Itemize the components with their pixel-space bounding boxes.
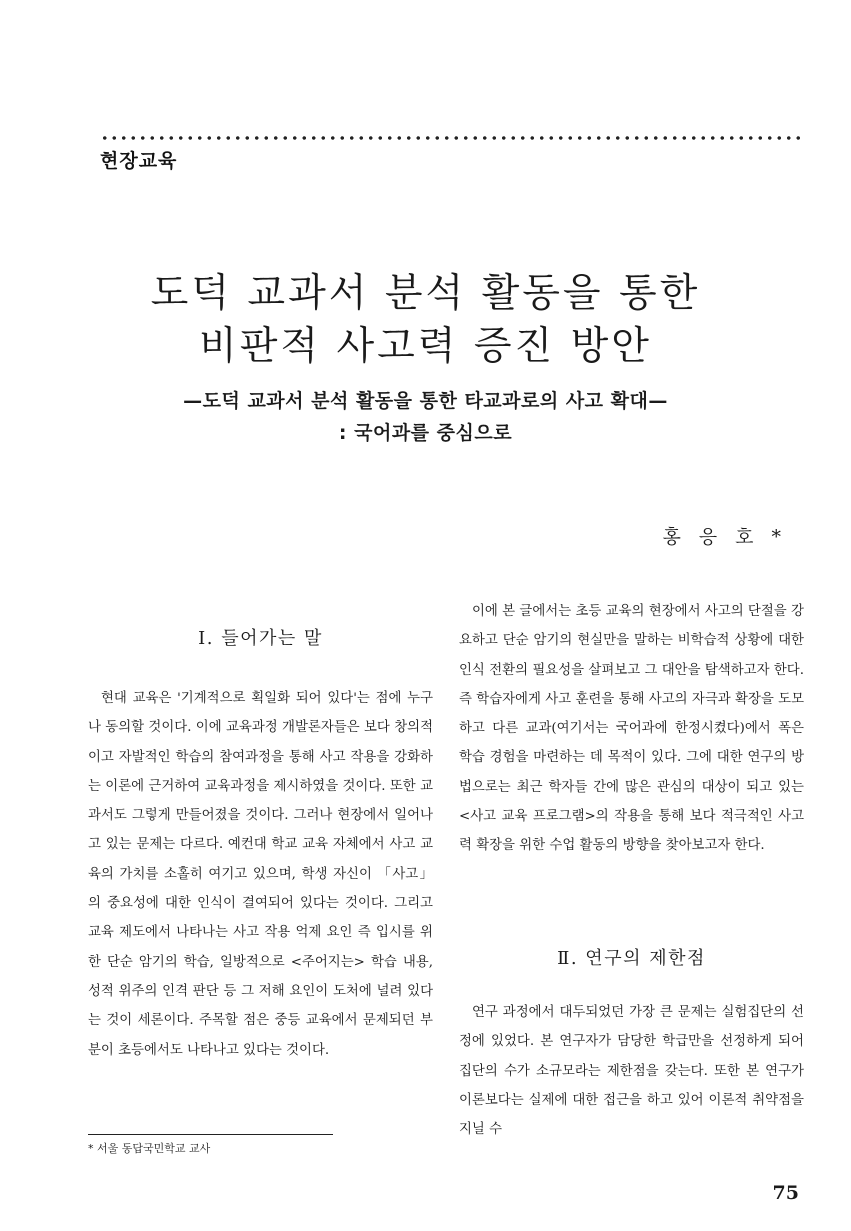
limits-paragraph: 연구 과정에서 대두되었던 가장 큰 문제는 실험집단의 선정에 있었다. 본 연구자가 담당한 학급만을 선정하게 되어 집단의 수가 소규모라는 제한점을 갖는다. 또한 본 연구가 이론보다는 실제에 대한 접근을 하고 있어 이론적 취약점을 지닐 수 <box>459 1005 804 1138</box>
title-line-1: 도덕 교과서 분석 활동을 통한 <box>150 271 701 316</box>
title-line-2: 비판적 사고력 증진 방안 <box>199 324 652 369</box>
footnote-rule <box>88 1134 333 1135</box>
footnote: * 서울 동답국민학교 교사 <box>88 1142 211 1155</box>
subtitle-line-2: : 국어과를 중심으로 <box>338 422 513 444</box>
section-heading-intro: Ⅰ. 들어가는 말 <box>198 628 323 649</box>
right-column-bottom <box>459 998 804 1144</box>
left-column <box>88 684 433 1065</box>
page-number: 75 <box>772 1182 799 1204</box>
purpose-paragraph: 이에 본 글에서는 초등 교육의 현장에서 사고의 단절을 강요하고 단순 암기의 현실만을 말하는 비학습적 상황에 대한 인식 전환의 필요성을 살펴보고 그 대안을 탐색하고자 한다. 즉 학습자에게 사고 훈련을 통해 사고의 자극과 확장을 도모하고 다른 교과(여기서는 국어과에 한정시켰다)에서 폭은 학습 경험을 마련하는 데 목적이 있다. 그에 대한 연구의 방법으로는 최근 학자들 간에 많은 관심의 대상이 되고 있는 <사고 교육 프로그램>의 작용을 통해 보다 적극적인 사고력 확장을 위한 수업 활동의 방향을 찾아보고자 한다. <box>459 604 804 854</box>
section-heading-limits: Ⅱ. 연구의 제한점 <box>557 948 706 969</box>
intro-paragraph: 현대 교육은 '기계적으로 획일화 되어 있다'는 점에 누구나 동의할 것이다. 이에 교육과정 개발론자들은 보다 창의적이고 자발적인 학습의 참여과정을 통해 사고 작용을 강화하는 이론에 근거하여 교육과정을 제시하였을 것이다. 또한 교과서도 그렇게 만들어졌을 것이다. 그러나 현장에서 일어나고 있는 문제는 다르다. 예컨대 학교 교육 자체에서 사고 교육의 가치를 소홀히 여기고 있으며, 학생 자신이 「사고」의 중요성에 대한 인식이 결여되어 있다는 것이다. 그리고 교육 제도에서 나타나는 사고 작용 억제 요인 즉 입시를 위한 단순 암기의 학습, 일방적으로 <주어지는> 학습 내용, 성적 위주의 인격 판단 등 그 저해 요인이 도처에 널려 있다는 것이 세론이다. 주목할 점은 중등 교육에서 문제되던 부분이 초등에서도 나타나고 있다는 것이다. <box>88 691 433 1058</box>
subtitle-line-1: —도덕 교과서 분석 활동을 통한 타교과로의 사고 확대— <box>183 390 668 412</box>
dotted-rule <box>100 134 805 142</box>
right-column-top <box>459 597 804 861</box>
author-name: 홍응호* <box>662 526 799 548</box>
section-label: 현장교육 <box>100 150 178 172</box>
